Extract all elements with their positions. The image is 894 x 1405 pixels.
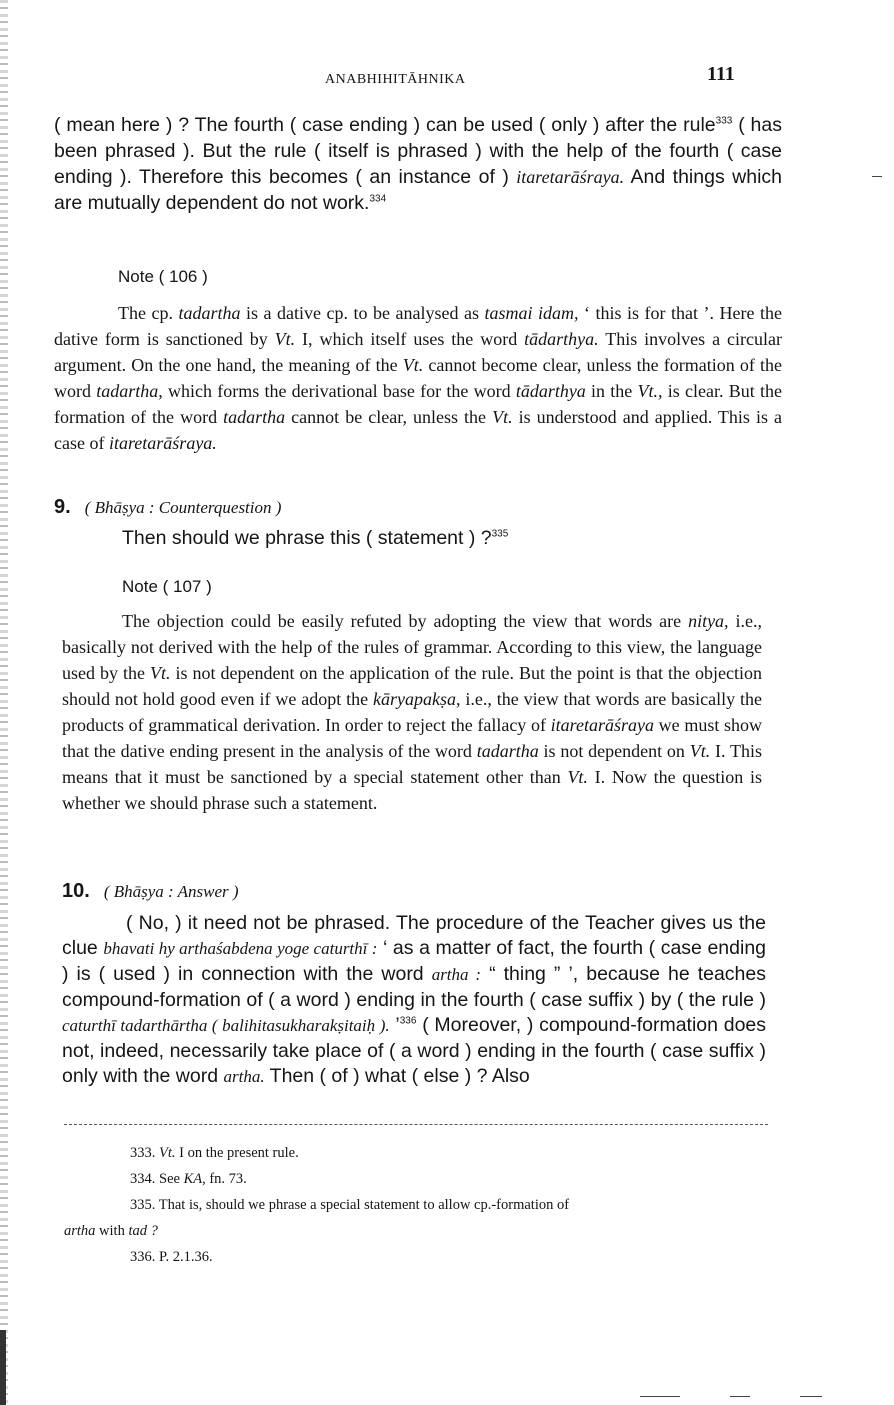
footnote-333: 333. Vt. I on the present rule.	[130, 1145, 299, 1161]
footnote-ref-335[interactable]: 335	[491, 528, 509, 540]
intro-text-1: ( mean here ) ? The fourth ( case ending ) can be used ( only ) after the rule	[54, 114, 716, 136]
footnote-335-continued: artha with tad ?	[64, 1223, 158, 1239]
intro-text-2: ( has been phrased ). But the rule ( itself is phrased ) with the help of the fourth ( case ending ). Therefore this becomes ( an instance of )	[54, 114, 782, 188]
note-107-body: The objection could be easily refuted by adopting the view that words are nitya, i.e., basically not derived with the help of the rules of grammar. According to this view, the language used by the Vt. is not dependent on the application of the rule. But the point is that the objection should not hold good even if we adopt the kāryapakṣa, i.e., the view that words are basically the products of grammatical derivation. In order to reject the fallacy of itaretarāśraya we must show that the dative ending present in the analysis of the word tadartha is not dependent on Vt. I. This means that it must be sanctioned by a special statement other than Vt. I. Now the question is whether we should phrase such a statement.	[62, 611, 763, 813]
note-106-body: The cp. tadartha is a dative cp. to be analysed as tasmai idam, ‘ this is for that ’. Here the dative form is sanctioned by Vt. I, which itself uses the word tādarthya. This involves a circular argument. On the one hand, the meaning of the Vt. cannot become clear, unless the formation of the word tadartha, which forms the derivational base for the word tādarthya in the Vt., is clear. But the formation of the word tadartha cannot be clear, unless the Vt. is understood and applied. This is a case of itaretarāśraya.	[54, 303, 783, 453]
section-label: ( Bhāṣya : Answer )	[103, 882, 239, 901]
note-106	[54, 264, 782, 456]
section-10-heading	[62, 880, 766, 903]
section-10-text: ( No, ) it need not be phrased. The procedure of the Teacher gives us the clue bhavati hy arthaśabdena yoge caturthī : ‘ as a matter of fact, the fourth ( case ending ) is ( used ) in connection with the word artha : “ thing ” ’, because he teaches compound-formation of ( a word ) ending in the fourth ( case suffix ) by ( the rule ) caturthī tadarthārtha ( balihitasukharakṣitaiḥ ). ’$^{336}$ ( Moreover, ) compound-formation does not, indeed, necessarily take place of ( a word ) ending in the fourth ( case suffix ) only with the word artha. Then ( of ) what ( else ) ? Also	[62, 912, 767, 1087]
note-106-heading: Note ( 106 )	[118, 267, 208, 286]
page-scan-edge	[0, 0, 8, 1405]
footnote-336: 336. P. 2.1.36.	[130, 1249, 213, 1265]
running-head: ANABHIHITĀHNIKA	[325, 72, 466, 87]
scan-mark	[800, 1396, 822, 1397]
footnote-ref-336[interactable]: 336	[399, 1015, 417, 1027]
page-number: 111	[707, 63, 735, 85]
page-scan-edge-shadow	[0, 1330, 6, 1405]
note-107	[62, 574, 762, 816]
footnote-334: 334. See KA, fn. 73.	[130, 1171, 247, 1187]
section-number: 10.	[62, 880, 90, 902]
footnote-ref-334[interactable]: 334	[369, 193, 387, 205]
footnote-335: 335. That is, should we phrase a special statement to allow cp.-formation of	[130, 1197, 570, 1213]
section-label: ( Bhāṣya : Counterquestion )	[84, 498, 282, 517]
intro-text-3: And things which are mutually dependent do not work.	[54, 166, 783, 214]
term-itaretarasraya: itaretarāśraya.	[516, 167, 625, 187]
footnote-separator	[64, 1124, 768, 1125]
footnote-ref-333[interactable]: 333	[715, 115, 733, 127]
section-9-text: Then should we phrase this ( statement ) ?$^{335}$	[122, 527, 509, 549]
intro-paragraph	[54, 112, 782, 216]
section-number: 9.	[54, 496, 71, 518]
section-10	[62, 880, 766, 1090]
section-9-heading	[54, 496, 782, 519]
scan-mark	[730, 1396, 750, 1397]
section-9	[54, 496, 782, 551]
scan-mark	[872, 176, 882, 177]
scan-mark	[640, 1396, 680, 1397]
note-107-heading: Note ( 107 )	[122, 577, 212, 596]
footnotes	[64, 1140, 770, 1270]
